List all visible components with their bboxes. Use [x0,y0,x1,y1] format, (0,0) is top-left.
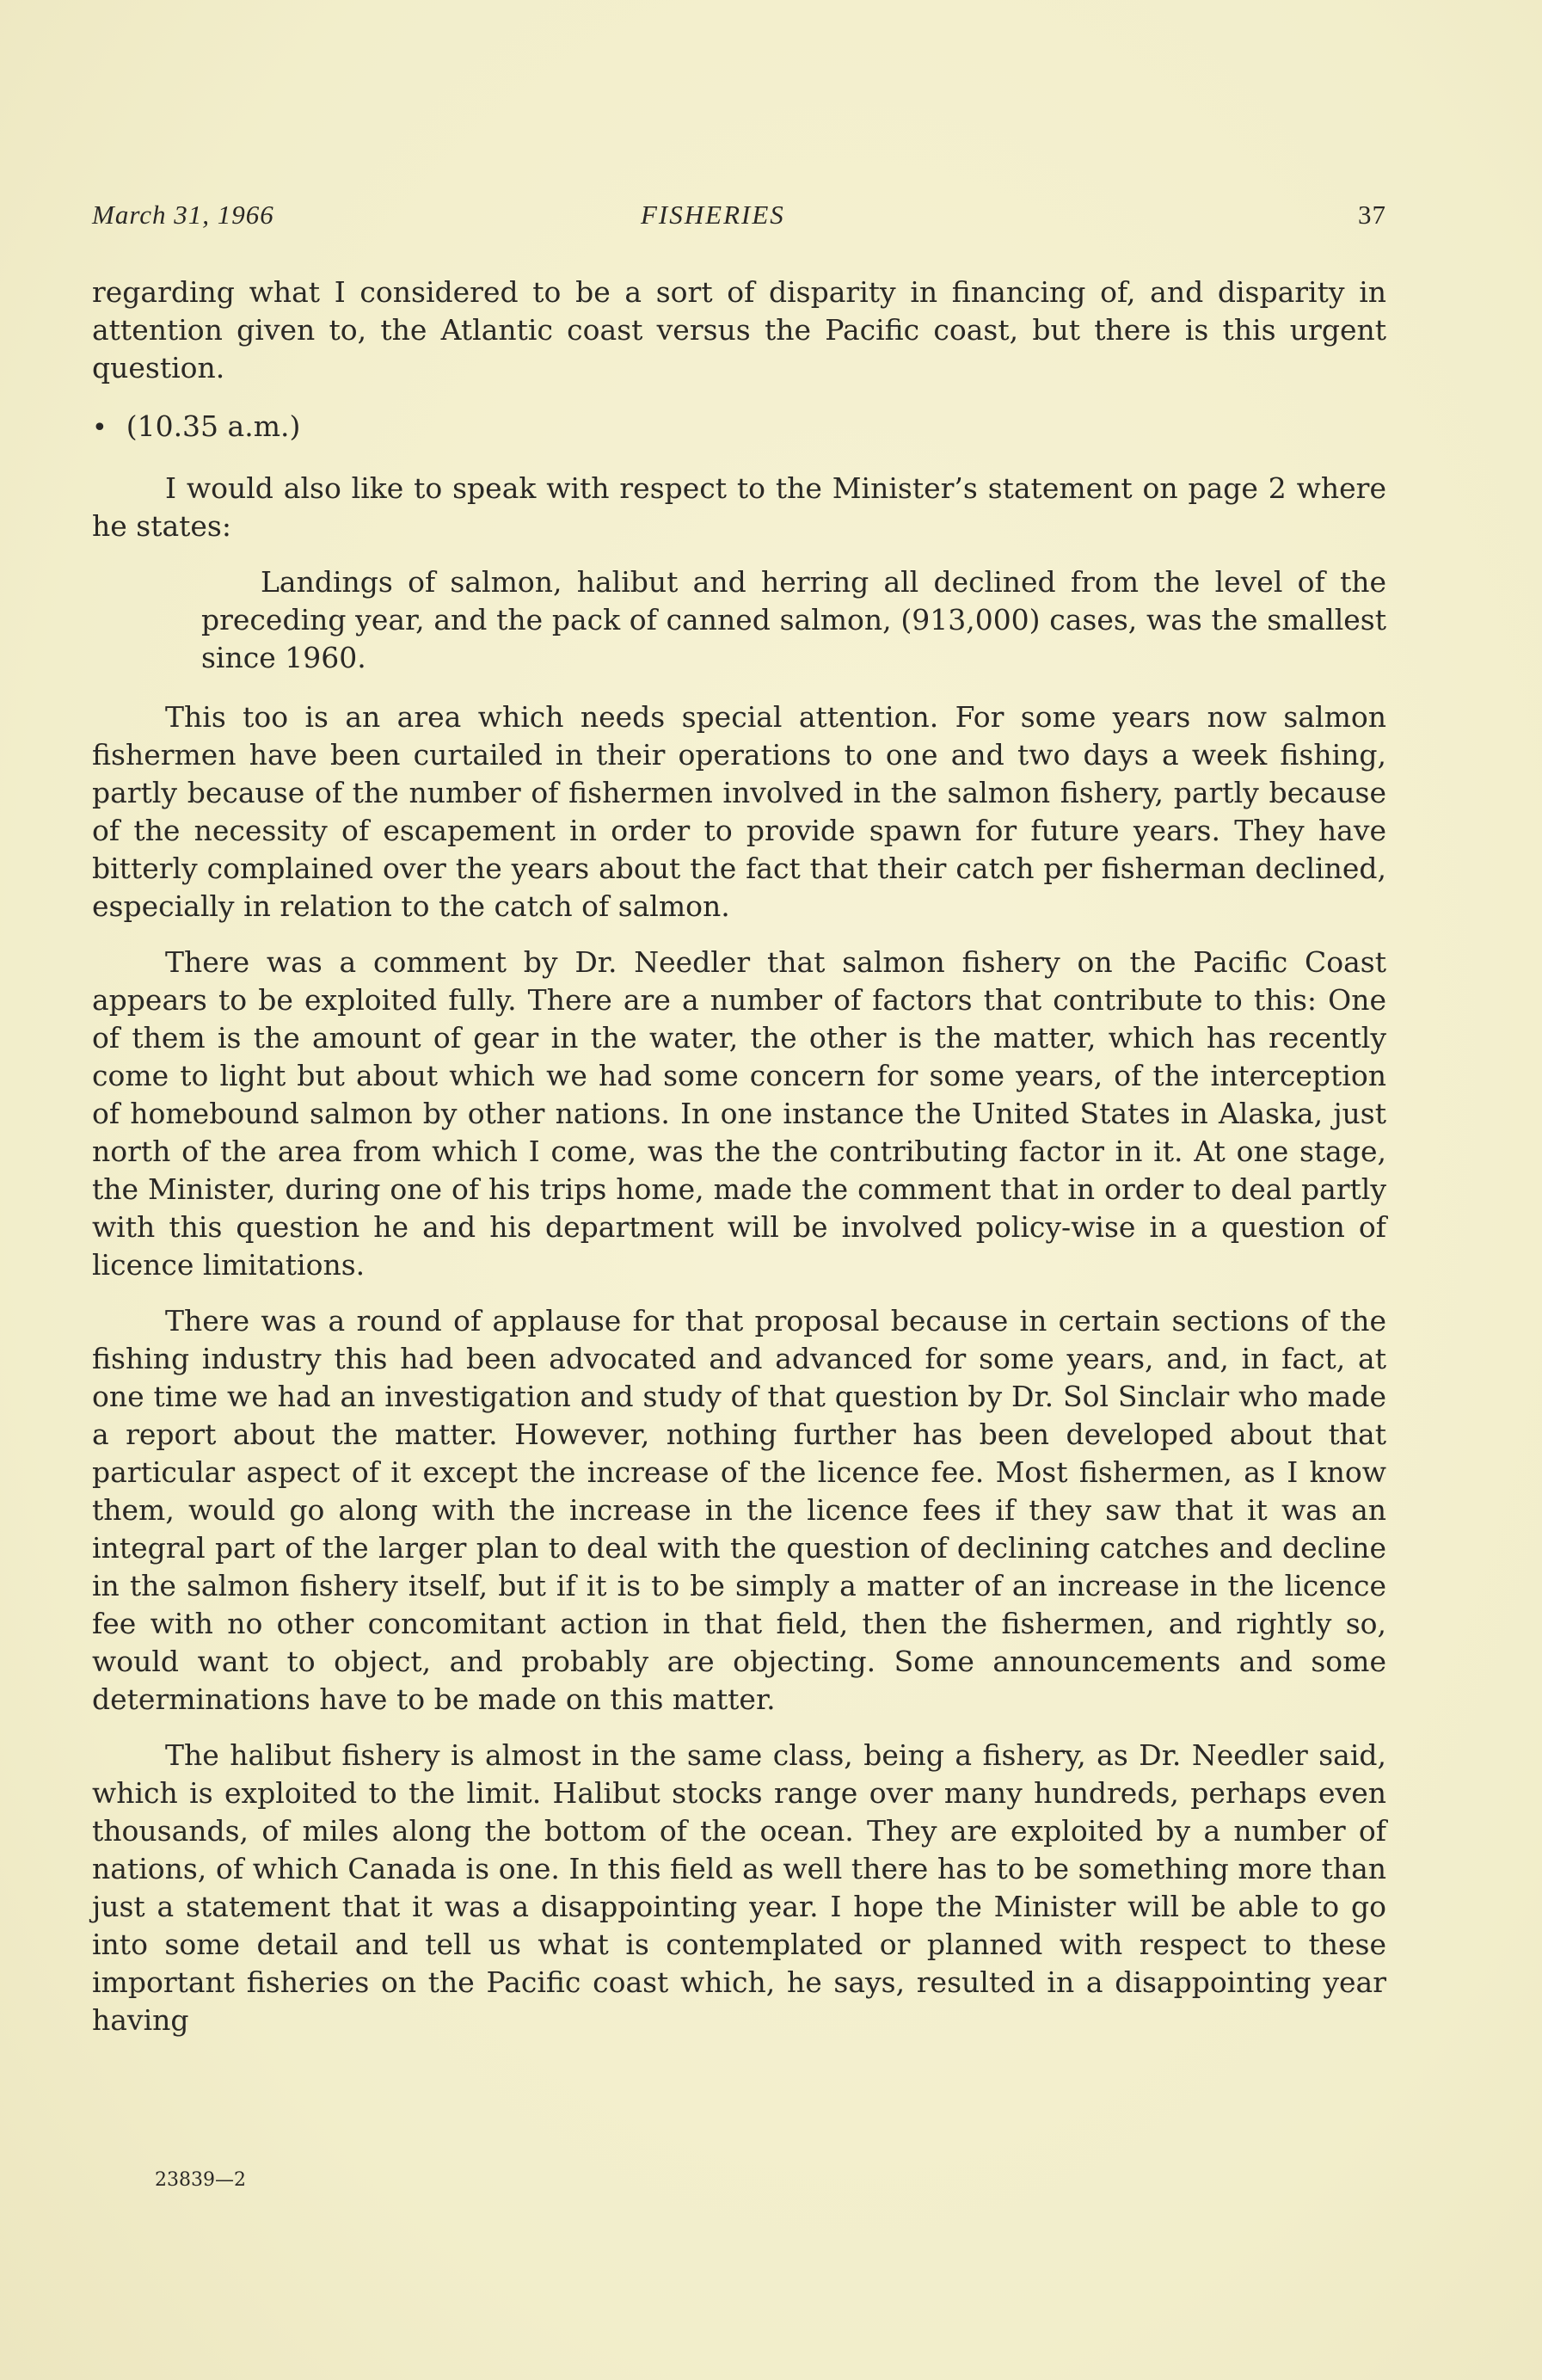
bullet-icon: • [92,413,108,443]
page-header [92,200,1386,234]
paragraph-5: There was a round of applause for that proposal because in certain sections of the fishing industry this had been advocated and advanced for some years, and, in fact, at one time we had an investigation and study of that question by Dr. Sol Sinclair who made a report about the matter. However, nothing further has been developed about that particular aspect of it except the increase of the licence fee. Most fishermen, as I know them, would go along with the increase in the licence fees if they saw that it was an integral part of the larger plan to deal with the question of declining catches and decline in the salmon fishery itself, but if it is to be simply a matter of an increase in the licence fee with no other concomitant action in that field, then the fishermen, and rightly so, would want to object, and probably are objecting. Some announcements and some determinations have to be made on this matter. [92,1304,1386,1716]
paragraph-6: The halibut fishery is almost in the same class, being a fishery, as Dr. Needler said, which is exploited to the limit. Halibut stocks range over many hundreds, perhaps even thousands, of miles along the bottom of the ocean. They are exploited by a number of nations, of which Canada is one. In this field as well there has to be something more than just a statement that it was a disappointing year. I hope the Minister will be able to go into some detail and tell us what is contemplated or planned with respect to these important fisheries on the Pacific coast which, he says, resulted in a disappointing year having [92,1738,1386,2037]
paragraph-1: regarding what I considered to be a sort of disparity in financing of, and disparity in attention given to, the Atlantic coast versus the Pacific coast, but there is this urgent question. [92,275,1386,384]
paragraph-2: I would also like to speak with respect to the Minister’s statement on page 2 where he states: [92,471,1386,543]
paragraph-4: There was a comment by Dr. Needler that salmon fishery on the Pacific Coast appears to be exploited fully. There are a number of factors that contribute to this: One of them is the amount of gear in the water, the other is the matter, which has recently come to light but about which we had some concern for some years, of the interception of homebound salmon by other nations. In one instance the United States in Alaska, just north of the area from which I come, was the the contributing factor in it. At one stage, the Minister, during one of his trips home, made the comment that in order to deal partly with this question he and his department will be involved policy-wise in a question of licence limitations. [92,945,1386,1282]
quoted-statement: Landings of salmon, halibut and herring all declined from the level of the preceding year, and the pack of canned salmon, (913,000) cases, was the smallest since 1960. [201,565,1386,674]
header-date: March 31, 1966 [92,200,274,230]
paragraph-3: This too is an area which needs special attention. For some years now salmon fishermen have been curtailed in their operations to one and two days a week fishing, partly because of the number of fishermen involved in the salmon fishery, partly because of the necessity of escapement in order to provide spawn for future years. They have bitterly complained over the years about the fact that their catch per fisherman declined, especially in relation to the catch of salmon. [92,700,1386,923]
page-number: 37 [1358,200,1386,230]
time-stamp: (10.35 a.m.) [126,409,301,443]
header-title: FISHERIES [641,200,785,230]
body-text [92,274,1386,2057]
time-marker [92,408,1386,447]
signature-code: 23839—2 [155,2169,246,2191]
